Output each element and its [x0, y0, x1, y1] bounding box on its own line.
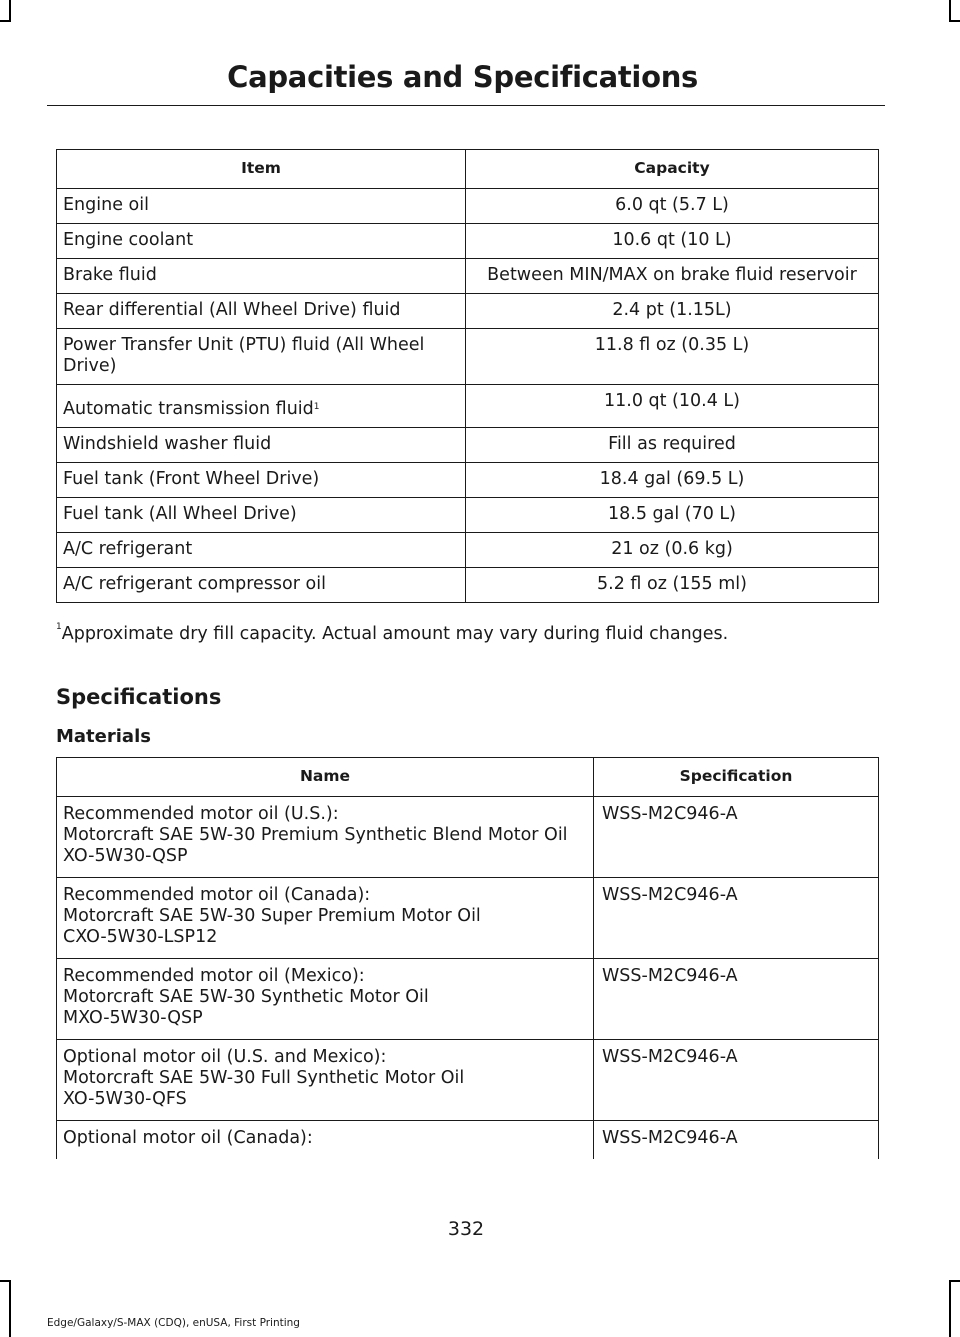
table-row — [57, 294, 879, 329]
name-cell — [57, 797, 594, 878]
name-line: Optional motor oil (Canada): — [63, 1128, 313, 1148]
name-line: CXO-5W30-LSP12 — [63, 927, 218, 947]
item-cell: Windshield washer fluid — [57, 428, 466, 463]
capacity-cell: Between MIN/MAX on brake fluid reservoir — [466, 259, 879, 294]
capacity-cell: 10.6 qt (10 L) — [466, 224, 879, 259]
item-cell: Rear differential (All Wheel Drive) fluid — [57, 294, 466, 329]
specification-cell: WSS-M2C946-A — [594, 959, 879, 1040]
print-footer: Edge/Galaxy/S-MAX (CDQ), enUSA, First Printing — [47, 1317, 300, 1329]
name-line: Recommended motor oil (Canada): — [63, 885, 371, 905]
title-divider — [47, 105, 885, 106]
item-cell: Fuel tank (Front Wheel Drive) — [57, 463, 466, 498]
item-cell: A/C refrigerant compressor oil — [57, 568, 466, 603]
page-title: Capacities and Specifications — [227, 60, 698, 94]
item-cell: A/C refrigerant — [57, 533, 466, 568]
capacity-cell: 6.0 qt (5.7 L) — [466, 189, 879, 224]
table-row — [57, 878, 879, 959]
item-text: Automatic transmission fluid — [63, 399, 314, 419]
name-line: Motorcraft SAE 5W-30 Super Premium Motor Oil — [63, 906, 481, 926]
column-header-item: Item — [57, 150, 466, 189]
crop-mark — [949, 0, 951, 22]
table-row — [57, 385, 879, 428]
footnote-text: Approximate dry fill capacity. Actual amount may vary during fluid changes. — [61, 624, 729, 644]
capacity-cell: 18.4 gal (69.5 L) — [466, 463, 879, 498]
capacity-cell: 2.4 pt (1.15L) — [466, 294, 879, 329]
crop-mark — [9, 0, 11, 22]
name-cell — [57, 1121, 594, 1160]
name-line: Optional motor oil (U.S. and Mexico): — [63, 1047, 387, 1067]
table-row — [57, 428, 879, 463]
crop-mark — [0, 1280, 11, 1282]
table-row — [57, 498, 879, 533]
table-row — [57, 189, 879, 224]
item-cell: Brake fluid — [57, 259, 466, 294]
item-cell: Fuel tank (All Wheel Drive) — [57, 498, 466, 533]
name-cell — [57, 1040, 594, 1121]
section-heading-specifications: Specifications — [56, 685, 222, 709]
table-row — [57, 224, 879, 259]
footnote-marker: 1 — [313, 402, 320, 412]
column-header-capacity: Capacity — [466, 150, 879, 189]
name-line: Motorcraft SAE 5W-30 Full Synthetic Motor Oil — [63, 1068, 465, 1088]
footnote-marker: 1 — [56, 622, 62, 632]
name-line: Motorcraft SAE 5W-30 Premium Synthetic Blend Motor Oil — [63, 825, 568, 845]
specification-cell: WSS-M2C946-A — [594, 797, 879, 878]
table-row — [57, 329, 879, 385]
capacity-cell: 5.2 fl oz (155 ml) — [466, 568, 879, 603]
crop-mark — [949, 1280, 960, 1282]
item-cell: Engine oil — [57, 189, 466, 224]
capacity-cell: 21 oz (0.6 kg) — [466, 533, 879, 568]
name-line: XO-5W30-QFS — [63, 1089, 187, 1109]
name-line: Recommended motor oil (Mexico): — [63, 966, 365, 986]
specification-cell: WSS-M2C946-A — [594, 1040, 879, 1121]
column-header-name: Name — [57, 758, 594, 797]
item-cell — [57, 385, 466, 428]
item-cell: Engine coolant — [57, 224, 466, 259]
table-row — [57, 533, 879, 568]
table-row — [57, 568, 879, 603]
page-number: 332 — [447, 1218, 485, 1240]
materials-table — [56, 757, 879, 1159]
name-cell — [57, 959, 594, 1040]
crop-mark — [949, 20, 960, 22]
name-line: MXO-5W30-QSP — [63, 1008, 203, 1028]
specification-cell: WSS-M2C946-A — [594, 1121, 879, 1160]
footnote — [56, 624, 728, 644]
table-row — [57, 463, 879, 498]
capacity-cell: Fill as required — [466, 428, 879, 463]
table-header-row — [57, 150, 879, 189]
subheading-materials: Materials — [56, 726, 151, 747]
capacities-table — [56, 149, 879, 603]
crop-mark — [949, 1280, 951, 1337]
name-line: Recommended motor oil (U.S.): — [63, 804, 339, 824]
table-row — [57, 259, 879, 294]
table-row — [57, 797, 879, 878]
column-header-specification: Specification — [594, 758, 879, 797]
capacity-cell: 11.8 fl oz (0.35 L) — [466, 329, 879, 385]
item-cell: Power Transfer Unit (PTU) fluid (All Wheel Drive) — [57, 329, 466, 385]
name-cell — [57, 878, 594, 959]
specification-cell: WSS-M2C946-A — [594, 878, 879, 959]
capacity-cell: 11.0 qt (10.4 L) — [466, 385, 879, 428]
table-row — [57, 1040, 879, 1121]
crop-mark — [0, 20, 11, 22]
capacity-cell: 18.5 gal (70 L) — [466, 498, 879, 533]
crop-mark — [9, 1280, 11, 1337]
table-row — [57, 1121, 879, 1160]
table-header-row — [57, 758, 879, 797]
table-row — [57, 959, 879, 1040]
name-line: XO-5W30-QSP — [63, 846, 188, 866]
name-line: Motorcraft SAE 5W-30 Synthetic Motor Oil — [63, 987, 429, 1007]
